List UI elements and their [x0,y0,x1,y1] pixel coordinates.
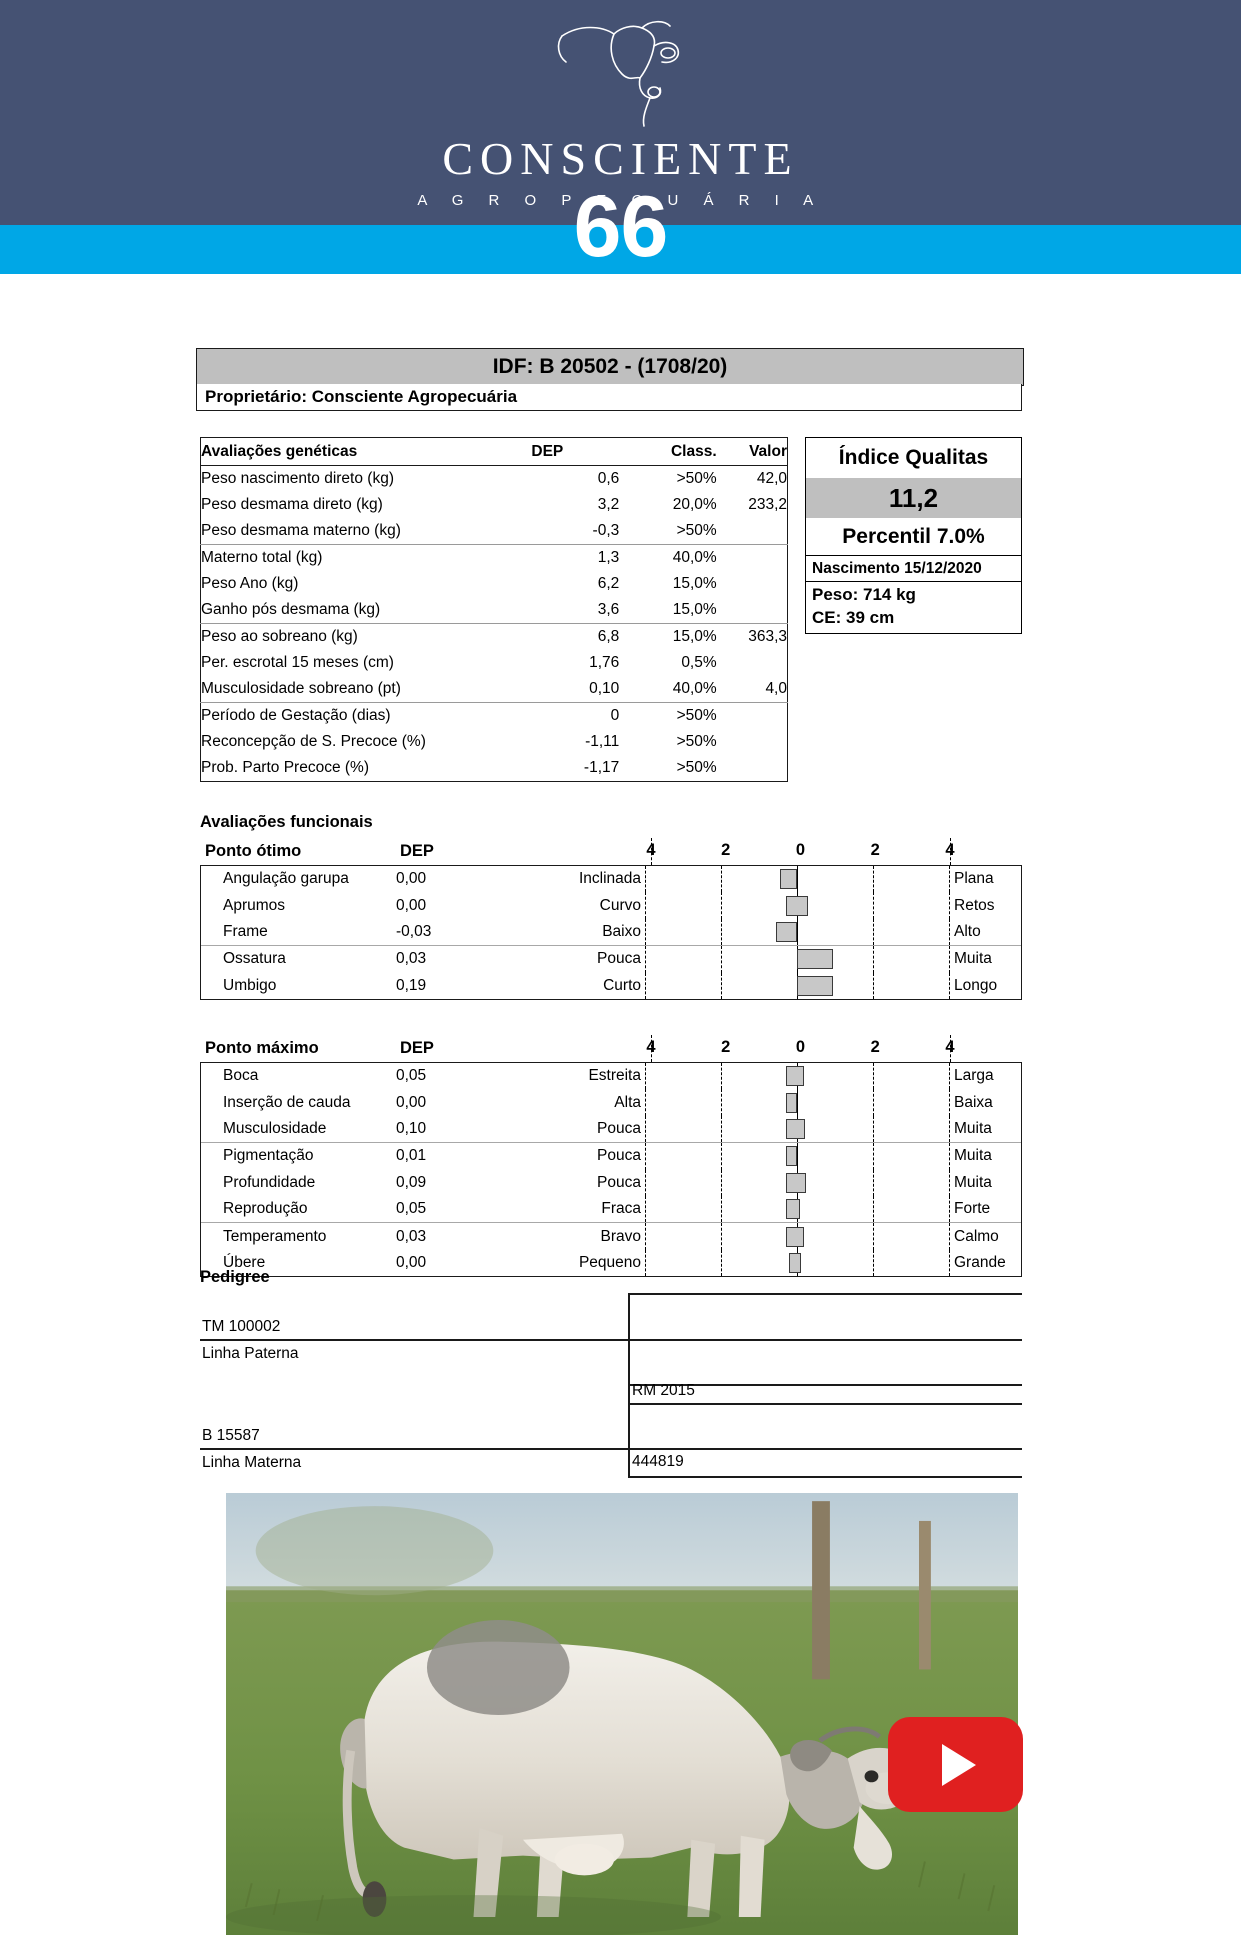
functional-rows [200,866,1022,1000]
trait-name: Temperamento [223,1227,327,1245]
trait-dep: 0,00 [396,870,427,888]
axis-tick: 2 [721,841,731,859]
scale-label-left: Bravo [600,1227,641,1245]
functional-row [201,866,1021,892]
birth-date: Nascimento 15/12/2020 [806,556,1021,582]
trait-name: Profundidade [223,1173,316,1191]
trait-bar [786,1119,806,1139]
genetic-table-row [201,624,788,651]
trait-dep: -0,3 [592,522,620,539]
trait-dep: 1,76 [589,654,620,671]
scale-label-right: Muita [954,1173,992,1191]
axis-ticks [646,1035,955,1062]
trait-bar [786,896,809,916]
pedigree-sire: TM 100002 [202,1318,281,1335]
header-trait: Avaliações genéticas [201,438,461,466]
axis-ticks [646,838,955,865]
trait-name: Reconcepção de S. Precoce (%) [201,733,426,750]
scale-label-left: Pouca [597,1173,641,1191]
trait-value [717,597,788,624]
trait-name: Materno total (kg) [201,545,461,572]
trait-bar-chart [645,1116,949,1142]
trait-name: Angulação garupa [223,870,349,888]
pedigree-line-sire [200,1339,628,1341]
functional-header-row [200,1035,1022,1063]
trait-dep: 3,6 [597,601,620,618]
scale-label-right: Retos [954,896,995,914]
trait-bar-chart [645,973,949,999]
trait-class: 40,0% [672,680,717,697]
scale-label-left: Pouca [597,950,641,968]
trait-name: Inserção de cauda [223,1093,351,1111]
scale-label-right: Alto [954,922,981,940]
trait-bar [786,1173,807,1193]
pedigree-dam: B 15587 [202,1427,260,1444]
functional-row [201,973,1021,999]
trait-class: >50% [676,759,717,776]
animal-photo-image [226,1493,1018,1935]
trait-bar-chart [645,1196,949,1222]
trait-name: Boca [223,1067,259,1085]
genetic-table-row [201,729,788,755]
trait-bar-chart [645,1250,949,1276]
trait-class: 15,0% [672,601,717,618]
trait-dep: 0,10 [396,1119,427,1137]
trait-dep: 0,01 [396,1147,427,1165]
trait-bar [789,1253,800,1273]
block-dep-header: DEP [400,842,434,860]
functional-row [201,1250,1021,1276]
trait-bar [786,1093,797,1113]
trait-bar [786,1227,804,1247]
qualitas-score: 11,2 [806,478,1021,518]
trait-value [717,571,788,597]
trait-bar [776,922,797,942]
trait-dep: 0,00 [396,1253,427,1271]
axis-tick: 0 [795,841,806,859]
functional-row [201,1170,1021,1196]
genetic-table-header-row [201,438,788,466]
trait-bar-chart [645,946,949,972]
trait-bar-chart [645,1089,949,1115]
trait-class: 20,0% [672,496,717,513]
genetic-evaluations-table [200,437,788,782]
block-title: Ponto ótimo [205,842,302,860]
owner-bar: Proprietário: Consciente Agropecuária [196,384,1022,411]
trait-bar-chart [645,1223,949,1249]
trait-name: Per. escrotal 15 meses (cm) [201,654,394,671]
genetic-table-row [201,755,788,782]
scale-label-left: Pouca [597,1119,641,1137]
functional-block [200,838,1022,1000]
genetic-table-row [201,597,788,624]
idf-bar: IDF: B 20502 - (1708/20) [196,348,1024,386]
scale-label-left: Pouca [597,1147,641,1165]
trait-name: Peso Ano (kg) [201,575,299,592]
trait-name: Peso nascimento direto (kg) [201,470,394,487]
trait-name: Reprodução [223,1200,308,1218]
trait-class: >50% [676,733,717,750]
trait-bar [786,1066,804,1086]
trait-class: >50% [676,470,717,487]
trait-dep: 0,00 [396,896,427,914]
scale-label-right: Grande [954,1253,1006,1271]
axis-tick: 0 [795,1038,806,1056]
trait-dep: 0,05 [396,1200,427,1218]
trait-class: >50% [619,703,716,730]
pedigree-line-pgs [628,1293,1022,1295]
qualitas-percentile: Percentil 7.0% [806,518,1021,556]
trait-bar-chart [645,1063,949,1089]
trait-name: Prob. Parto Precoce (%) [201,759,369,776]
trait-bar [780,869,797,889]
functional-row [201,1142,1021,1169]
functional-rows [200,1063,1022,1277]
block-title: Ponto máximo [205,1039,319,1057]
trait-value [717,650,788,676]
scale-label-left: Alta [614,1093,641,1111]
trait-dep: 3,2 [597,496,620,513]
brand-name: CONSCIENTE [442,133,799,184]
trait-bar [797,976,833,996]
scale-label-right: Muita [954,1147,992,1165]
header-class: Class. [619,438,716,466]
trait-bar-chart [645,919,949,945]
genetic-table-row [201,571,788,597]
trait-name: Ganho pós desmama (kg) [201,601,381,618]
functional-row [201,1089,1021,1115]
axis-tick: 4 [945,841,955,859]
functional-row [201,945,1021,972]
scale-label-right: Larga [954,1067,994,1085]
trait-class: 40,0% [619,545,716,572]
axis-tick: 2 [721,1038,731,1056]
trait-class: 15,0% [619,624,716,651]
axis-tick: 4 [646,1038,656,1056]
trait-name: Frame [223,922,268,940]
genetic-table-row [201,650,788,676]
scale-label-left: Pequeno [578,1253,641,1271]
pedigree-sire-line: Linha Paterna [202,1345,299,1362]
pedigree-title: Pedigree [200,1268,270,1286]
trait-bar-chart [645,1170,949,1196]
trait-value: 4,0 [765,680,787,697]
functional-row [201,1222,1021,1249]
pedigree-chart [200,1293,1022,1478]
functional-row [201,1063,1021,1089]
play-icon [942,1744,976,1786]
functional-row [201,1116,1021,1142]
trait-value [717,755,788,782]
trait-name: Umbigo [223,976,277,994]
scale-label-right: Calmo [954,1227,999,1245]
scale-label-left: Baixo [602,922,641,940]
functional-row [201,919,1021,945]
trait-value [717,545,788,572]
trait-class: 15,0% [672,575,717,592]
scale-label-right: Forte [954,1200,991,1218]
genetic-table-row [201,518,788,545]
lot-number: 66 [573,179,668,275]
trait-name: Aprumos [223,896,286,914]
pedigree-line-dam-end [628,1476,1022,1478]
trait-value [717,729,788,755]
trait-dep: -1,11 [585,733,620,750]
trait-bar-chart [645,866,949,892]
trait-bar [786,1146,797,1166]
scale-label-left: Inclinada [578,870,641,888]
pedigree-line-mgd [628,1448,1022,1450]
trait-class: >50% [676,522,717,539]
trait-name: Musculosidade sobreano (pt) [201,680,401,697]
pedigree-dam-line: Linha Materna [202,1454,302,1471]
trait-name: Ossatura [223,950,286,968]
trait-dep: 0,19 [396,976,427,994]
measurements [806,582,1021,633]
functional-header-row [200,838,1022,866]
qualitas-title: Índice Qualitas [838,446,989,469]
trait-dep: 0,10 [589,680,620,697]
header-value: Valor [717,438,788,466]
trait-value: 363,3 [717,624,788,651]
trait-value [717,518,788,545]
trait-name: Musculosidade [223,1119,327,1137]
genetic-table-row [201,466,788,493]
genetic-table-row [201,545,788,572]
trait-dep: 0,03 [396,1227,427,1245]
block-dep-header: DEP [400,1039,434,1057]
trait-bar-chart [645,892,949,918]
header-dep: DEP [461,438,620,466]
scale-label-right: Plana [954,870,994,888]
scale-label-left: Fraca [601,1200,641,1218]
cow-head-logo-icon [546,14,696,134]
weight-value: Peso: 714 kg [812,585,916,604]
play-video-button[interactable] [888,1717,1023,1812]
pedigree-connector-dam [628,1386,630,1478]
trait-name: Peso desmama direto (kg) [201,496,383,513]
trait-dep: 0 [461,703,620,730]
trait-class: 0,5% [681,654,717,671]
trait-name: Peso desmama materno (kg) [201,522,401,539]
scale-label-right: Muita [954,1119,992,1137]
scale-label-left: Curvo [599,896,641,914]
axis-tick: 4 [646,841,656,859]
scrotal-circumference-value: CE: 39 cm [812,607,895,627]
trait-value: 233,2 [748,496,787,513]
scale-label-right: Baixa [954,1093,993,1111]
trait-dep: 6,2 [597,575,620,592]
trait-name: Peso ao sobreano (kg) [201,624,461,651]
trait-name: Pigmentação [223,1147,314,1165]
trait-dep: 0,09 [396,1173,427,1191]
trait-dep: 0,00 [396,1093,427,1111]
trait-dep: 0,03 [396,950,427,968]
functional-block [200,1035,1022,1277]
genetic-table-row [201,492,788,518]
trait-dep: 6,8 [461,624,620,651]
qualitas-index-box [805,437,1022,634]
genetic-table-row [201,676,788,703]
trait-bar-chart [645,1143,949,1169]
genetic-table-row [201,703,788,730]
axis-tick: 2 [870,841,880,859]
functional-row [201,1196,1021,1222]
scale-label-right: Longo [954,976,998,994]
trait-dep: 1,3 [461,545,620,572]
trait-dep: -0,03 [396,922,432,940]
pedigree-line-mgs [628,1403,1022,1405]
trait-value: 42,0 [756,470,787,487]
functional-row [201,892,1021,918]
trait-bar [786,1199,800,1219]
trait-dep: 0,6 [597,470,620,487]
trait-name: Úbere [223,1253,266,1271]
animal-photo [222,1489,1022,1939]
axis-tick: 2 [870,1038,880,1056]
functional-section-title: Avaliações funcionais [200,813,373,831]
pedigree-line-dam [200,1448,628,1450]
pedigree-maternal-grandsire: RM 2015 [632,1382,695,1399]
pedigree-line-pgd [628,1339,1022,1341]
scale-label-right: Muita [954,950,992,968]
scale-label-left: Curto [603,976,641,994]
trait-value [717,703,788,730]
brand-subtitle: A G R O P E C U Á R I A [417,192,824,209]
trait-dep: -1,17 [583,759,620,776]
pedigree-maternal-granddam: 444819 [632,1453,684,1470]
trait-bar [797,949,833,969]
trait-dep: 0,05 [396,1067,427,1085]
trait-name: Período de Gestação (dias) [201,703,461,730]
axis-tick: 4 [945,1038,955,1056]
scale-label-left: Estreita [588,1067,641,1085]
